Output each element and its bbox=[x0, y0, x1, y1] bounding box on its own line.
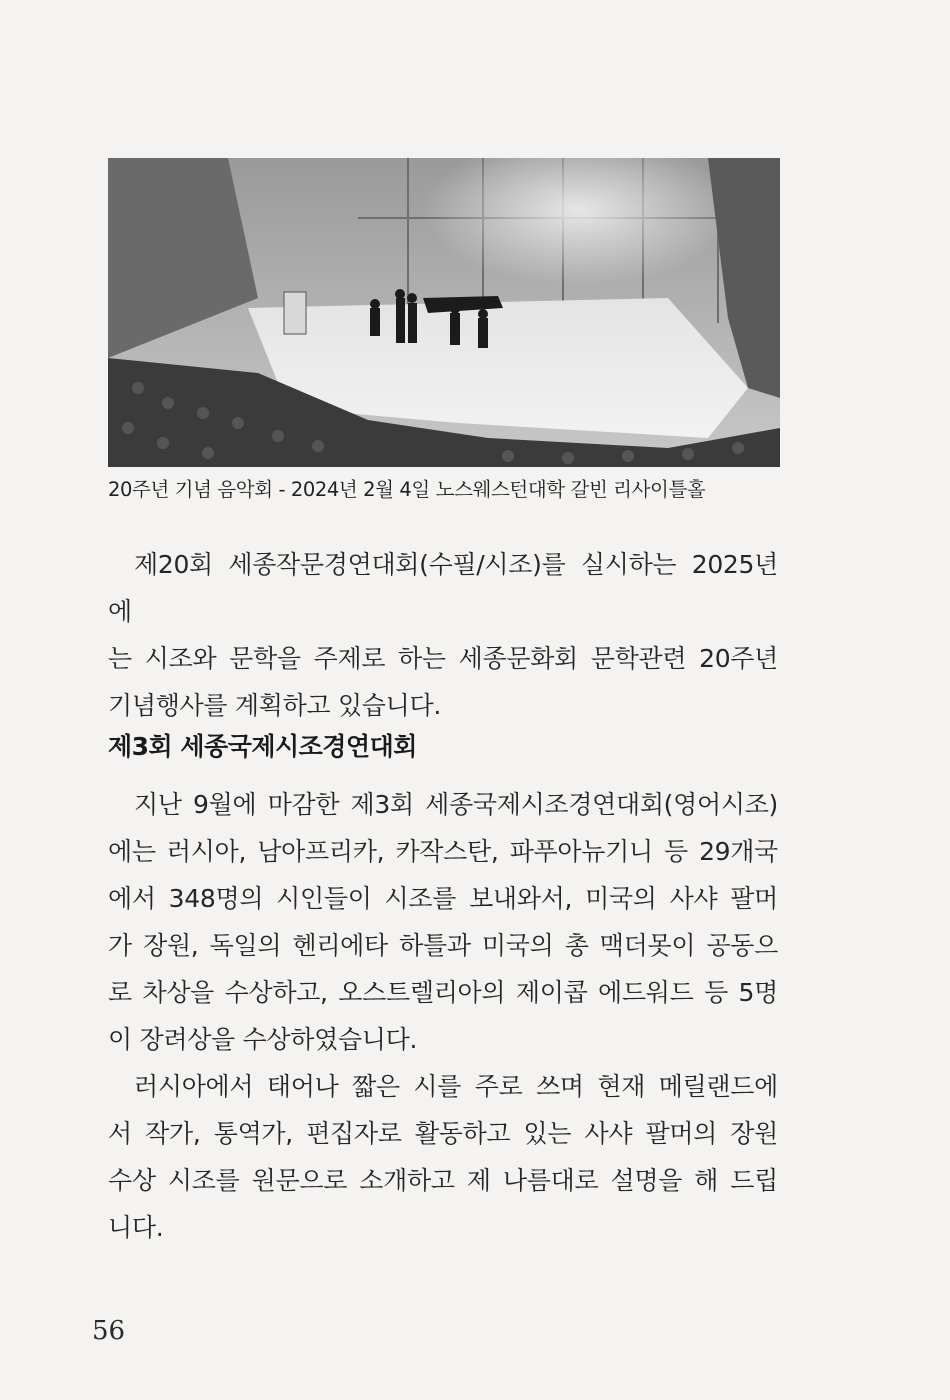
concert-hall-photo bbox=[108, 158, 780, 467]
paragraph-line: 에서 348명의 시인들이 시조를 보내와서, 미국의 사샤 팔머 bbox=[108, 884, 778, 913]
intro-line: 제20회 세종작문경연대회(수필/시조)를 실시하는 2025년에 bbox=[108, 550, 778, 626]
section-heading: 제3회 세종국제시조경연대회 bbox=[108, 732, 417, 761]
section-paragraph-2 bbox=[108, 1063, 778, 1251]
paragraph-line: 지난 9월에 마감한 제3회 세종국제시조경연대회(영어시조) bbox=[134, 790, 778, 819]
paragraph-line: 니다. bbox=[108, 1213, 164, 1242]
section-paragraph-1 bbox=[108, 781, 778, 1063]
paragraph-line: 로 차상을 수상하고, 오스트렐리아의 제이콥 에드워드 등 5명 bbox=[108, 978, 778, 1007]
intro-line: 는 시조와 문학을 주제로 하는 세종문화회 문학관련 20주년 bbox=[108, 644, 778, 673]
concert-photo-illustration bbox=[108, 158, 780, 467]
paragraph-line: 에는 러시아, 남아프리카, 카작스탄, 파푸아뉴기니 등 29개국 bbox=[108, 837, 778, 866]
page-number: 56 bbox=[92, 1316, 126, 1346]
photo-caption: 20주년 기념 음악회 - 2024년 2월 4일 노스웨스턴대학 갈빈 리사이틀홀 bbox=[108, 478, 706, 501]
paragraph-line: 러시아에서 태어나 짧은 시를 주로 쓰며 현재 메릴랜드에 bbox=[134, 1072, 778, 1101]
paragraph-line: 수상 시조를 원문으로 소개하고 제 나름대로 설명을 해 드립 bbox=[108, 1166, 778, 1195]
paragraph-line: 서 작가, 통역가, 편집자로 활동하고 있는 사샤 팔머의 장원 bbox=[108, 1119, 778, 1148]
intro-paragraph bbox=[108, 541, 778, 729]
paragraph-line: 가 장원, 독일의 헨리에타 하틀과 미국의 총 맥더못이 공동으 bbox=[108, 931, 778, 960]
intro-line: 기념행사를 계획하고 있습니다. bbox=[108, 691, 441, 720]
paragraph-line: 이 장려상을 수상하였습니다. bbox=[108, 1025, 418, 1054]
